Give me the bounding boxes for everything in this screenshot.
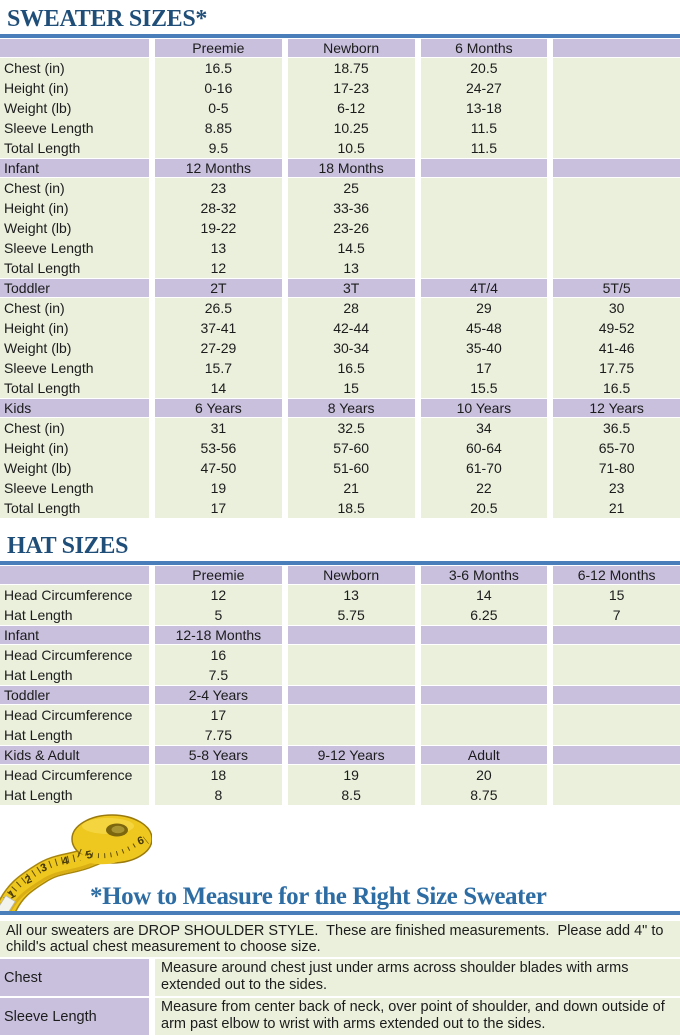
value-cell: 26.5	[155, 298, 282, 318]
value-cell: 14.5	[288, 238, 415, 258]
value-cell: 17-23	[288, 78, 415, 98]
section-label-cell: Kids	[0, 398, 149, 418]
column-header-cell: Adult	[421, 745, 548, 765]
column-header-cell: 5-8 Years	[155, 745, 282, 765]
value-cell: 25	[288, 178, 415, 198]
row-label-cell: Sleeve Length	[0, 478, 149, 498]
table-row	[0, 158, 680, 178]
row-label-cell: Head Circumference	[0, 705, 149, 725]
value-cell: 14	[421, 585, 548, 605]
row-label-cell: Hat Length	[0, 785, 149, 805]
row-label-cell: Hat Length	[0, 605, 149, 625]
section-label-cell: Infant	[0, 625, 149, 645]
table-row	[0, 358, 680, 378]
value-cell	[553, 98, 680, 118]
table-row	[0, 605, 680, 625]
row-label-cell: Weight (lb)	[0, 338, 149, 358]
value-cell: 11.5	[421, 118, 548, 138]
value-cell	[421, 665, 548, 685]
value-cell	[553, 665, 680, 685]
divider-rule	[0, 911, 680, 915]
value-cell: 17	[155, 705, 282, 725]
value-cell: 20.5	[421, 58, 548, 78]
value-cell: 36.5	[553, 418, 680, 438]
value-cell: 8	[155, 785, 282, 805]
column-header-cell: 3-6 Months	[421, 565, 548, 585]
value-cell	[553, 765, 680, 785]
row-label-cell: Head Circumference	[0, 645, 149, 665]
value-cell	[288, 725, 415, 745]
value-cell	[553, 238, 680, 258]
value-cell	[553, 178, 680, 198]
row-label-cell: Sleeve Length	[0, 118, 149, 138]
column-header-cell: Preemie	[155, 565, 282, 585]
value-cell	[553, 645, 680, 665]
column-header-cell	[553, 625, 680, 645]
table-row	[0, 625, 680, 645]
section-label-cell: Infant	[0, 158, 149, 178]
value-cell: 53-56	[155, 438, 282, 458]
measure-intro-note: All our sweaters are DROP SHOULDER STYLE. These are finished measurements. Please add 4" to child's actual chest measurement to choose size.	[0, 921, 680, 957]
value-cell: 18.5	[288, 498, 415, 518]
column-header-cell: 10 Years	[421, 398, 548, 418]
value-cell: 16.5	[155, 58, 282, 78]
value-cell: 8.85	[155, 118, 282, 138]
value-cell: 13-18	[421, 98, 548, 118]
table-row	[0, 705, 680, 725]
value-cell: 30	[553, 298, 680, 318]
row-label-cell: Hat Length	[0, 725, 149, 745]
value-cell	[553, 118, 680, 138]
value-cell	[421, 725, 548, 745]
row-label-cell: Height (in)	[0, 78, 149, 98]
column-header-cell: Newborn	[288, 38, 415, 58]
table-row	[0, 565, 680, 585]
value-cell	[421, 218, 548, 238]
table-row	[0, 458, 680, 478]
table-row	[0, 398, 680, 418]
row-label-cell: Chest (in)	[0, 298, 149, 318]
column-header-cell: 2T	[155, 278, 282, 298]
value-cell: 8.5	[288, 785, 415, 805]
tape-number: 6	[135, 834, 146, 848]
table-row	[0, 258, 680, 278]
column-header-cell: Preemie	[155, 38, 282, 58]
value-cell: 12	[155, 585, 282, 605]
value-cell: 13	[288, 258, 415, 278]
table-row	[0, 498, 680, 518]
value-cell	[553, 258, 680, 278]
value-cell: 11.5	[421, 138, 548, 158]
value-cell: 65-70	[553, 438, 680, 458]
value-cell: 23	[155, 178, 282, 198]
value-cell: 16	[155, 645, 282, 665]
value-cell: 49-52	[553, 318, 680, 338]
row-label-cell: Total Length	[0, 258, 149, 278]
measure-row-text: Measure around chest just under arms across shoulder blades with arms extended out to the sides.	[155, 959, 680, 996]
column-header-cell: 6 Months	[421, 38, 548, 58]
table-row	[0, 178, 680, 198]
column-header-cell	[553, 685, 680, 705]
value-cell: 19	[155, 478, 282, 498]
value-cell: 31	[155, 418, 282, 438]
value-cell: 22	[421, 478, 548, 498]
value-cell	[421, 705, 548, 725]
value-cell: 30-34	[288, 338, 415, 358]
value-cell	[553, 78, 680, 98]
row-label-cell: Head Circumference	[0, 585, 149, 605]
value-cell: 16.5	[288, 358, 415, 378]
column-header-cell	[553, 158, 680, 178]
value-cell: 28-32	[155, 198, 282, 218]
measure-row-text: Measure from center back of neck, over point of shoulder, and down outside of arm past elbow to wrist with arms extended out to the sides.	[155, 998, 680, 1035]
value-cell: 21	[553, 498, 680, 518]
value-cell: 51-60	[288, 458, 415, 478]
value-cell: 7.75	[155, 725, 282, 745]
section-label-cell: Toddler	[0, 685, 149, 705]
value-cell: 18	[155, 765, 282, 785]
column-header-cell: 12 Years	[553, 398, 680, 418]
value-cell: 35-40	[421, 338, 548, 358]
table-row	[0, 745, 680, 765]
value-cell: 19	[288, 765, 415, 785]
value-cell: 10.25	[288, 118, 415, 138]
column-header-cell: 5T/5	[553, 278, 680, 298]
value-cell: 20	[421, 765, 548, 785]
column-header-cell: 9-12 Years	[288, 745, 415, 765]
value-cell: 5.75	[288, 605, 415, 625]
value-cell: 12	[155, 258, 282, 278]
value-cell: 5	[155, 605, 282, 625]
value-cell: 14	[155, 378, 282, 398]
row-label-cell: Sleeve Length	[0, 238, 149, 258]
value-cell: 17	[421, 358, 548, 378]
table-row	[0, 318, 680, 338]
row-label-cell: Height (in)	[0, 198, 149, 218]
table-row	[0, 685, 680, 705]
table-row	[0, 585, 680, 605]
row-label-cell: Height (in)	[0, 438, 149, 458]
value-cell	[421, 238, 548, 258]
value-cell: 24-27	[421, 78, 548, 98]
value-cell: 61-70	[421, 458, 548, 478]
table-row	[0, 198, 680, 218]
column-header-cell: 3T	[288, 278, 415, 298]
table-row	[0, 238, 680, 258]
value-cell: 47-50	[155, 458, 282, 478]
hat-size-table	[0, 565, 680, 805]
value-cell	[421, 178, 548, 198]
sweater-sizes-title: SWEATER SIZES*	[7, 6, 208, 32]
table-row	[0, 438, 680, 458]
column-header-cell: 8 Years	[288, 398, 415, 418]
value-cell: 19-22	[155, 218, 282, 238]
column-header-cell: Newborn	[288, 565, 415, 585]
column-header-cell	[553, 38, 680, 58]
column-header-cell	[421, 685, 548, 705]
hat-sizes-title: HAT SIZES	[7, 533, 129, 559]
column-header-cell: 4T/4	[421, 278, 548, 298]
column-header-cell: 12 Months	[155, 158, 282, 178]
sweater-size-table	[0, 38, 680, 518]
column-header-cell	[421, 158, 548, 178]
value-cell: 13	[288, 585, 415, 605]
row-label-cell: Sleeve Length	[0, 358, 149, 378]
table-row	[0, 338, 680, 358]
column-header-cell	[553, 745, 680, 765]
value-cell	[553, 705, 680, 725]
section-label-cell: Toddler	[0, 278, 149, 298]
value-cell	[553, 725, 680, 745]
section-label-cell	[0, 38, 149, 58]
value-cell: 27-29	[155, 338, 282, 358]
column-header-cell: 18 Months	[288, 158, 415, 178]
value-cell: 18.75	[288, 58, 415, 78]
measure-row-sleeve-length	[0, 998, 680, 1035]
table-row	[0, 38, 680, 58]
value-cell: 7	[553, 605, 680, 625]
value-cell: 45-48	[421, 318, 548, 338]
value-cell	[421, 198, 548, 218]
table-row	[0, 58, 680, 78]
value-cell: 33-36	[288, 198, 415, 218]
value-cell	[553, 785, 680, 805]
value-cell	[288, 665, 415, 685]
value-cell	[553, 138, 680, 158]
table-row	[0, 765, 680, 785]
value-cell: 37-41	[155, 318, 282, 338]
table-row	[0, 785, 680, 805]
tape-number: 1	[6, 888, 18, 902]
value-cell: 42-44	[288, 318, 415, 338]
table-row	[0, 98, 680, 118]
column-header-cell	[288, 685, 415, 705]
table-row	[0, 478, 680, 498]
table-row	[0, 78, 680, 98]
tape-number: 4	[61, 854, 70, 868]
value-cell: 23	[553, 478, 680, 498]
value-cell: 21	[288, 478, 415, 498]
table-row	[0, 645, 680, 665]
value-cell: 34	[421, 418, 548, 438]
row-label-cell: Total Length	[0, 378, 149, 398]
how-to-measure-title: *How to Measure for the Right Size Sweater	[90, 883, 547, 910]
value-cell: 10.5	[288, 138, 415, 158]
value-cell: 6-12	[288, 98, 415, 118]
table-row	[0, 665, 680, 685]
tape-number: 2	[23, 873, 34, 887]
value-cell: 15	[553, 585, 680, 605]
table-row	[0, 118, 680, 138]
value-cell: 71-80	[553, 458, 680, 478]
column-header-cell: 6 Years	[155, 398, 282, 418]
tape-number: 5	[84, 848, 94, 862]
row-label-cell: Weight (lb)	[0, 218, 149, 238]
row-label-cell: Chest (in)	[0, 418, 149, 438]
measure-row-label: Chest	[0, 959, 149, 996]
value-cell: 57-60	[288, 438, 415, 458]
value-cell: 15.7	[155, 358, 282, 378]
value-cell	[421, 258, 548, 278]
value-cell: 15.5	[421, 378, 548, 398]
table-row	[0, 278, 680, 298]
value-cell: 60-64	[421, 438, 548, 458]
value-cell	[288, 645, 415, 665]
section-label-cell: Kids & Adult	[0, 745, 149, 765]
table-row	[0, 138, 680, 158]
row-label-cell: Chest (in)	[0, 58, 149, 78]
value-cell: 15	[288, 378, 415, 398]
row-label-cell: Weight (lb)	[0, 458, 149, 478]
value-cell	[553, 198, 680, 218]
value-cell: 23-26	[288, 218, 415, 238]
row-label-cell: Chest (in)	[0, 178, 149, 198]
column-header-cell	[288, 625, 415, 645]
value-cell: 0-5	[155, 98, 282, 118]
measure-row-chest	[0, 959, 680, 996]
table-row	[0, 378, 680, 398]
value-cell: 17	[155, 498, 282, 518]
column-header-cell	[421, 625, 548, 645]
value-cell: 32.5	[288, 418, 415, 438]
column-header-cell: 12-18 Months	[155, 625, 282, 645]
value-cell	[553, 58, 680, 78]
value-cell: 0-16	[155, 78, 282, 98]
row-label-cell: Height (in)	[0, 318, 149, 338]
value-cell: 8.75	[421, 785, 548, 805]
value-cell: 16.5	[553, 378, 680, 398]
value-cell	[421, 645, 548, 665]
table-row	[0, 218, 680, 238]
row-label-cell: Total Length	[0, 498, 149, 518]
value-cell: 29	[421, 298, 548, 318]
row-label-cell: Weight (lb)	[0, 98, 149, 118]
column-header-cell: 6-12 Months	[553, 565, 680, 585]
value-cell: 28	[288, 298, 415, 318]
value-cell: 13	[155, 238, 282, 258]
table-row	[0, 418, 680, 438]
table-row	[0, 725, 680, 745]
value-cell: 7.5	[155, 665, 282, 685]
tape-number: 3	[38, 861, 49, 875]
value-cell	[288, 705, 415, 725]
value-cell: 9.5	[155, 138, 282, 158]
column-header-cell: 2-4 Years	[155, 685, 282, 705]
table-row	[0, 298, 680, 318]
value-cell: 17.75	[553, 358, 680, 378]
row-label-cell: Total Length	[0, 138, 149, 158]
value-cell: 41-46	[553, 338, 680, 358]
value-cell: 20.5	[421, 498, 548, 518]
value-cell: 6.25	[421, 605, 548, 625]
section-label-cell	[0, 565, 149, 585]
row-label-cell: Head Circumference	[0, 765, 149, 785]
value-cell	[553, 218, 680, 238]
how-to-measure-header	[0, 811, 680, 911]
row-label-cell: Hat Length	[0, 665, 149, 685]
measure-row-label: Sleeve Length	[0, 998, 149, 1035]
